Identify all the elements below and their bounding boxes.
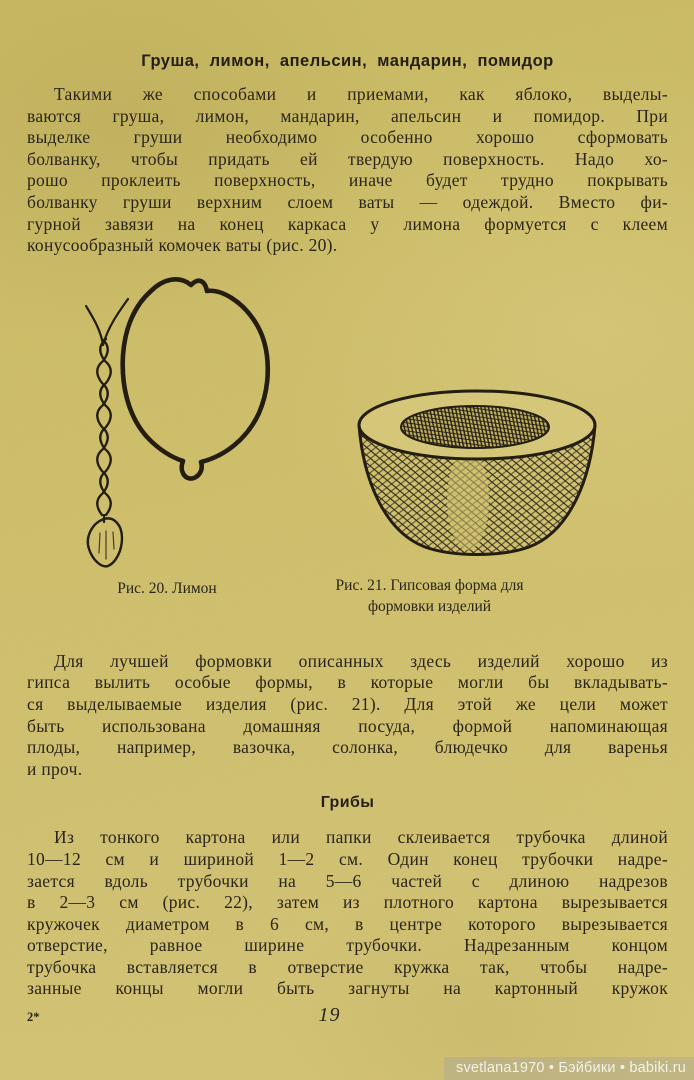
text-line: Из тонкого картона или папки склеивается трубочка длиной bbox=[54, 827, 668, 848]
signature-mark: 2* bbox=[27, 1010, 40, 1025]
page-number: 19 bbox=[318, 1004, 341, 1027]
text-line: отверстие, равное ширине трубочки. Надрезанным концом bbox=[27, 935, 668, 956]
figure-21-caption-line2: формовки изделий bbox=[367, 597, 492, 615]
text-line: рошо проклеить поверхность, иначе будет трудно покрывать bbox=[27, 170, 668, 191]
wire-fork-left bbox=[86, 306, 103, 345]
paragraph-fruits bbox=[27, 84, 668, 257]
text-line: занные концы могли быть загнуты на картонный кружок bbox=[27, 978, 668, 999]
cotton-teardrop bbox=[88, 518, 122, 566]
text-line: гурной завязи на конец каркаса у лимона формуется с клеем bbox=[27, 213, 668, 234]
bowl-cavity-hatch bbox=[401, 406, 549, 448]
section-heading-mushrooms: Грибы bbox=[320, 794, 375, 812]
lemon-outline bbox=[123, 279, 268, 478]
figure-21-caption bbox=[312, 575, 547, 617]
text-line: Такими же способами и приемами, как яблоко, выделы- bbox=[54, 84, 668, 104]
text-line: выделке груши необходимо особенно хорошо сформовать bbox=[27, 127, 668, 148]
text-line: ваются груша, лимон, мандарин, апельсин и помидор. При bbox=[27, 105, 668, 126]
page-title: Груша, лимон, апельсин, мандарин, помидор bbox=[141, 52, 554, 70]
watermark: svetlana1970 • Бэйбики • babiki.ru bbox=[444, 1057, 694, 1080]
text-line: конусообразный комочек ваты (рис. 20). bbox=[27, 235, 338, 256]
figure-plaster-mold-illustration bbox=[353, 385, 603, 567]
text-line: и проч. bbox=[27, 758, 83, 779]
page-number-row bbox=[27, 1002, 668, 1027]
text-line: Для лучшей формовки описанных здесь изделий хорошо из bbox=[54, 650, 668, 671]
text-line: болванку, чтобы придать ей твердую поверхность. Надо хо- bbox=[27, 148, 668, 169]
figure-lemon-illustration bbox=[73, 275, 283, 567]
text-line: 10—12 см и шириной 1—2 см. Один конец трубочки надре- bbox=[27, 848, 668, 869]
page-footer bbox=[27, 1002, 668, 1042]
figure-20-caption: Рис. 20. Лимон bbox=[117, 579, 217, 597]
text-line: гипса вылить особые формы, в которые могли бы вкладывать- bbox=[27, 672, 668, 693]
teardrop-hatching bbox=[99, 531, 114, 559]
paragraph-molding bbox=[27, 651, 668, 781]
captions-row bbox=[27, 575, 668, 621]
text-line: зается вдоль трубочки на 5—6 частей с длиною надрезов bbox=[27, 870, 668, 891]
text-line: плоды, например, вазочка, солонка, блюдечко для варенья bbox=[27, 737, 668, 758]
paragraph-mushrooms bbox=[27, 827, 668, 1000]
text-line: кружочек диаметром в 6 см, в центре которого вырезывается bbox=[27, 913, 668, 934]
text-line: ся выделываемые изделия (рис. 21). Для этой же цели может bbox=[27, 693, 668, 714]
text-line: быть использована домашняя посуда, формой напоминающая bbox=[27, 715, 668, 736]
figure-21-caption-line1: Рис. 21. Гипсовая форма для bbox=[335, 576, 524, 594]
text-line: в 2—3 см (рис. 22), затем из плотного картона вырезывается bbox=[27, 892, 668, 913]
text-line: болванку груши верхним слоем ваты — одеждой. Вместо фи- bbox=[27, 191, 668, 212]
bowl-highlight bbox=[447, 450, 489, 550]
figures-row bbox=[27, 275, 668, 567]
text-line: трубочка вставляется в отверстие кружка так, чтобы надре- bbox=[27, 956, 668, 977]
